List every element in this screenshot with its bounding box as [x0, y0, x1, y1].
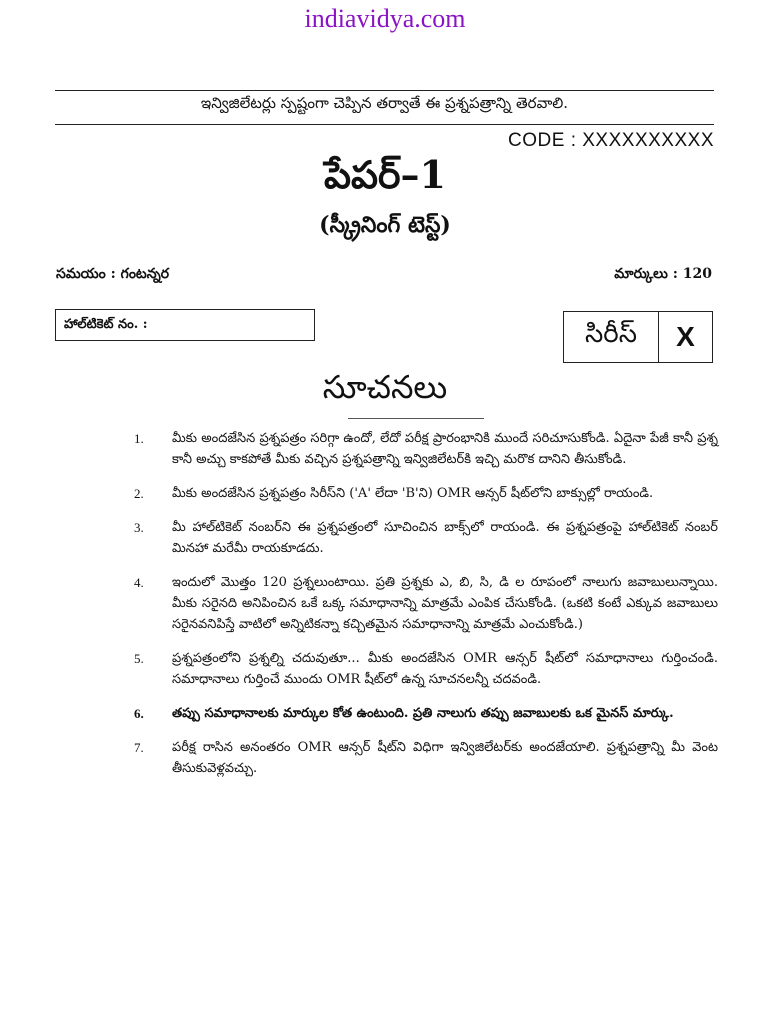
heading-underline [348, 418, 484, 419]
instruction-text: మీ హాల్‌టికెట్ నంబర్‌ని ఈ ప్రశ్నపత్రంలో సూచించిన బాక్స్‌లో రాయండి. ఈ ప్రశ్నపత్రంపై హాల్‌టికెట్ నంబర్ మినహా మరేమీ రాయకూడదు. [172, 520, 718, 556]
instruction-number: 6. [134, 706, 144, 721]
instruction-text: మీకు అందజేసిన ప్రశ్నపత్రం సిరీస్‌ని ('A' లేదా 'B'ని) OMR ఆన్సర్ షీట్‌లోని బాక్సుల్లో రాయండి. [172, 486, 654, 501]
instruction-item [0, 737, 770, 779]
opening-notice: ఇన్విజిలేటర్లు స్పష్టంగా చెప్పిన తర్వాతే ఈ ప్రశ్నపత్రాన్ని తెరవాలి. [200, 94, 569, 112]
instruction-number: 2. [134, 486, 144, 501]
instruction-number: 3. [134, 520, 144, 535]
exam-duration: సమయం : గంటన్నర [56, 266, 170, 282]
paper-title: పేపర్–1 [323, 152, 446, 197]
paper-code: CODE : XXXXXXXXXX [508, 130, 714, 151]
hall-ticket-field [55, 309, 315, 341]
instruction-text: తప్పు సమాధానాలకు మార్కుల కోత ఉంటుంది. ప్రతి నాలుగు తప్పు జవాబులకు ఒక మైనస్ మార్కు. [172, 706, 674, 721]
exam-total-marks: మార్కులు : 120 [614, 266, 712, 282]
site-header-link[interactable]: indiavidya.com [304, 4, 466, 33]
instruction-item [0, 648, 770, 690]
instruction-item-negative-marking [0, 703, 770, 724]
series-label: సిరీస్ [564, 312, 659, 362]
series-box [563, 311, 713, 363]
instruction-item [0, 572, 770, 635]
instructions-list [0, 428, 770, 792]
series-value: X [676, 321, 695, 352]
paper-subtitle: (స్క్రీనింగ్ టెస్ట్) [319, 212, 451, 238]
instruction-item [0, 517, 770, 559]
instruction-item [0, 483, 770, 504]
instruction-text: పరీక్ష రాసిన అనంతరం OMR ఆన్సర్ షీట్‌ని విధిగా ఇన్విజిలేటర్‌కు అందజేయాలి. ప్రశ్నపత్రాన్ని మీ వెంట తీసుకువెళ్లవచ్చు. [172, 740, 718, 776]
instruction-text: ఇందులో మొత్తం 120 ప్రశ్నలుంటాయి. ప్రతి ప్రశ్నకు ఎ, బి, సి, డి ల రూపంలో నాలుగు జవాబులున్నాయి. మీకు సరైనది అనిపించిన ఒకే ఒక్క సమాధానాన్ని మాత్రమే ఎంపిక చేసుకోండి. (ఒకటి కంటే ఎక్కువ జవాబులు సరైనవనిపిస్తే వాటిలో అన్నిటికన్నా కచ్చితమైన సమాధానాన్ని మాత్రమే ఎంచుకోండి.) [172, 575, 718, 632]
hall-ticket-label: హాల్‌టికెట్ నం. : [64, 317, 148, 332]
top-rule [55, 90, 714, 91]
instructions-heading: సూచనలు [322, 368, 448, 406]
instruction-number: 4. [134, 575, 144, 590]
instruction-item [0, 428, 770, 470]
instruction-number: 1. [134, 431, 144, 446]
notice-bottom-rule [55, 124, 714, 125]
instruction-number: 7. [134, 740, 144, 755]
instruction-text: మీకు అందజేసిన ప్రశ్నపత్రం సరిగ్గా ఉందో, లేదో పరీక్ష ప్రారంభానికి ముందే సరిచూసుకోండి. ఏదైనా పేజీ కానీ ప్రశ్న కానీ అచ్చు కాకపోతే మీకు వచ్చిన ప్రశ్నపత్రాన్ని ఇన్విజిలేటర్‌కి ఇచ్చి మరొక దానిని తీసుకోండి. [172, 431, 718, 467]
instruction-number: 5. [134, 651, 144, 666]
instruction-text: ప్రశ్నపత్రంలోని ప్రశ్నల్ని చదువుతూ... మీకు అందజేసిన OMR ఆన్సర్ షీట్‌లో సమాధానాలు గుర్తించండి. సమాధానాలు గుర్తించే ముందు OMR షీట్‌లో ఉన్న సూచనలన్నీ చదవండి. [172, 651, 718, 687]
